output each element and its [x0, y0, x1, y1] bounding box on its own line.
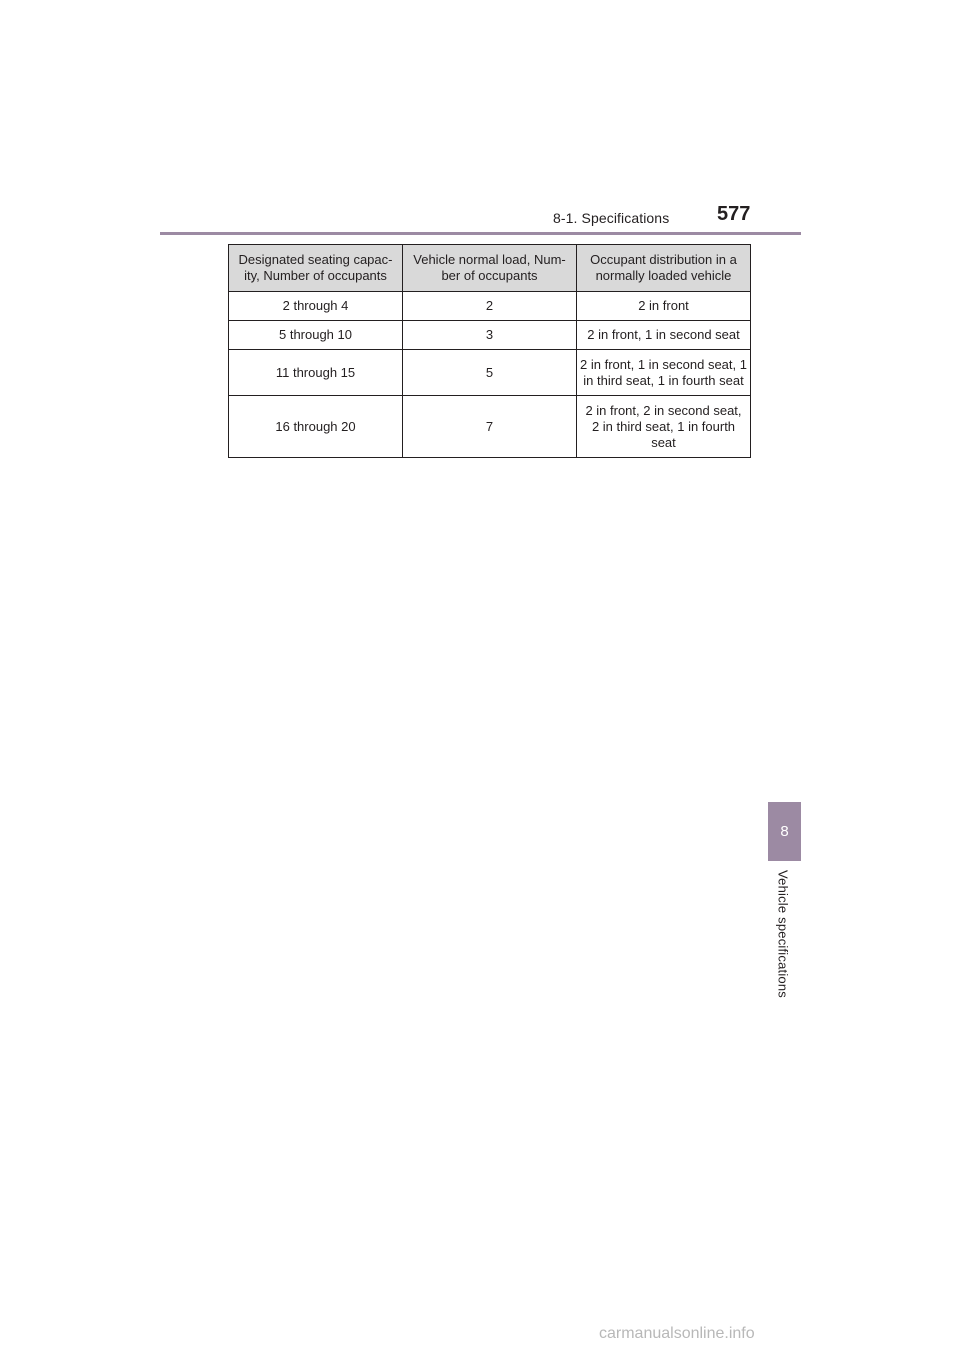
- chapter-number: 8: [780, 823, 789, 840]
- table-cell: 16 through 20: [229, 396, 403, 458]
- header-divider: [160, 232, 801, 235]
- table-cell: 2 in front, 1 in second seat: [577, 321, 751, 350]
- table-row: [229, 350, 751, 396]
- table-row: [229, 321, 751, 350]
- page-number: 577: [717, 203, 751, 225]
- column-header-text: Designated seating capac- ity, Number of occupants: [238, 252, 393, 283]
- table-cell: 3: [403, 321, 577, 350]
- section-title: 8-1. Specifications: [553, 210, 670, 226]
- column-header: [229, 245, 403, 292]
- chapter-title: Vehicle specifications: [775, 870, 791, 998]
- chapter-tab[interactable]: [768, 802, 801, 861]
- seating-load-table: [228, 244, 751, 458]
- table-cell: 2: [403, 292, 577, 321]
- column-header: [577, 245, 751, 292]
- table-cell: 2 through 4: [229, 292, 403, 321]
- table-cell: 11 through 15: [229, 350, 403, 396]
- table-cell: 2 in front, 2 in second seat, 2 in third seat, 1 in fourth seat: [577, 396, 751, 458]
- table-row: [229, 396, 751, 458]
- table-cell: 7: [403, 396, 577, 458]
- table-row: [229, 292, 751, 321]
- column-header-text: Vehicle normal load, Num- ber of occupants: [413, 252, 566, 283]
- watermark-text: carmanualsonline.info: [599, 1325, 755, 1342]
- table-cell: 2 in front: [577, 292, 751, 321]
- column-header: [403, 245, 577, 292]
- table-cell: 2 in front, 1 in second seat, 1 in third seat, 1 in fourth seat: [577, 350, 751, 396]
- table-cell: 5 through 10: [229, 321, 403, 350]
- column-header-text: Occupant distribution in a normally loaded vehicle: [590, 252, 737, 283]
- table-cell: 5: [403, 350, 577, 396]
- table-header-row: [229, 245, 751, 292]
